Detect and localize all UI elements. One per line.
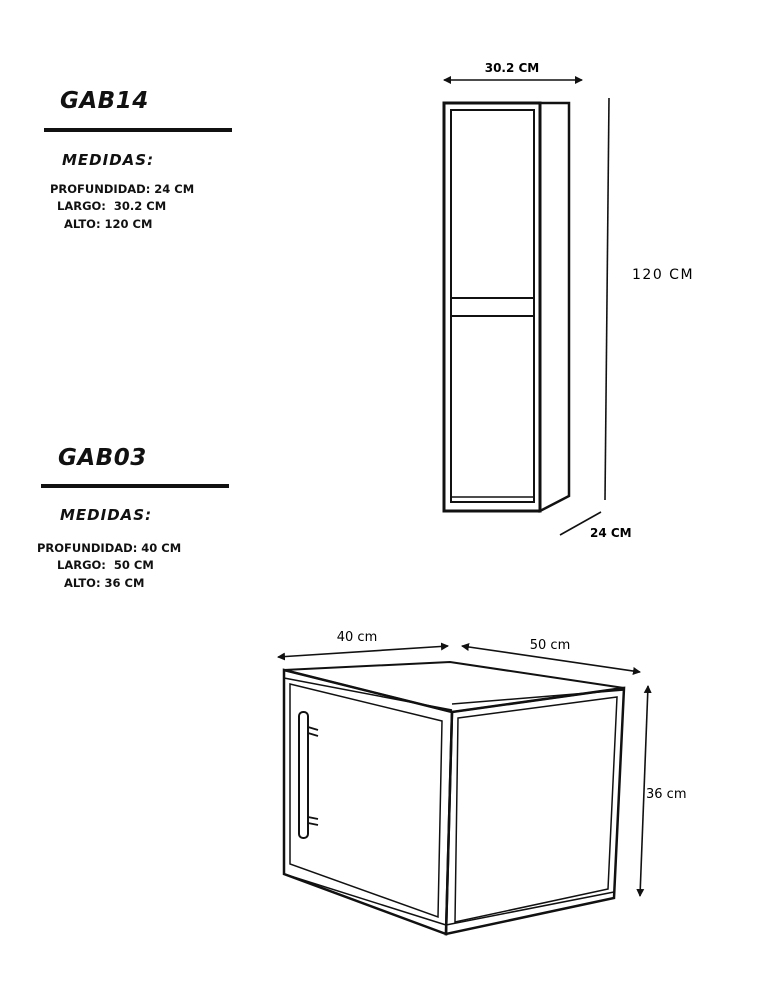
small-cabinet-drawing [284,662,624,934]
tall-cabinet-upper-door [451,110,534,298]
tall-width-label: 30.2 CM [484,61,540,75]
tall-cabinet-drawing [444,103,569,511]
product-code-gab14: GAB14 [60,88,149,114]
tall-cabinet-shelf [451,298,534,316]
small-cabinet-door-face [284,670,452,934]
measures-title: MEDIDAS: [60,506,153,524]
tall-cabinet-front [444,103,540,511]
tall-cabinet-side [540,103,569,511]
tall-depth-label: 24 CM [590,526,632,540]
small-width-label: 50 cm [529,638,571,653]
tall-height-label: 120 CM [632,267,695,283]
height-dimension-line [605,98,609,500]
spec-depth: PROFUNDIDAD: 40 CM [37,541,182,555]
small-depth-label: 40 cm [336,630,378,645]
product-code-gab03: GAB03 [58,445,147,471]
tall-cabinet-lower-door [451,316,534,502]
measures-title: MEDIDAS: [62,151,155,169]
spec-height: ALTO: 120 CM [64,217,153,231]
depth-dimension-line [278,646,448,657]
spec-height: ALTO: 36 CM [64,576,145,590]
small-cabinet-side-face [446,688,624,934]
spec-depth: PROFUNDIDAD: 24 CM [50,182,195,196]
door-handle-icon [299,712,318,838]
spec-width: LARGO: 30.2 CM [57,199,167,213]
small-height-label: 36 cm [646,787,687,802]
spec-width: LARGO: 50 CM [57,558,154,572]
